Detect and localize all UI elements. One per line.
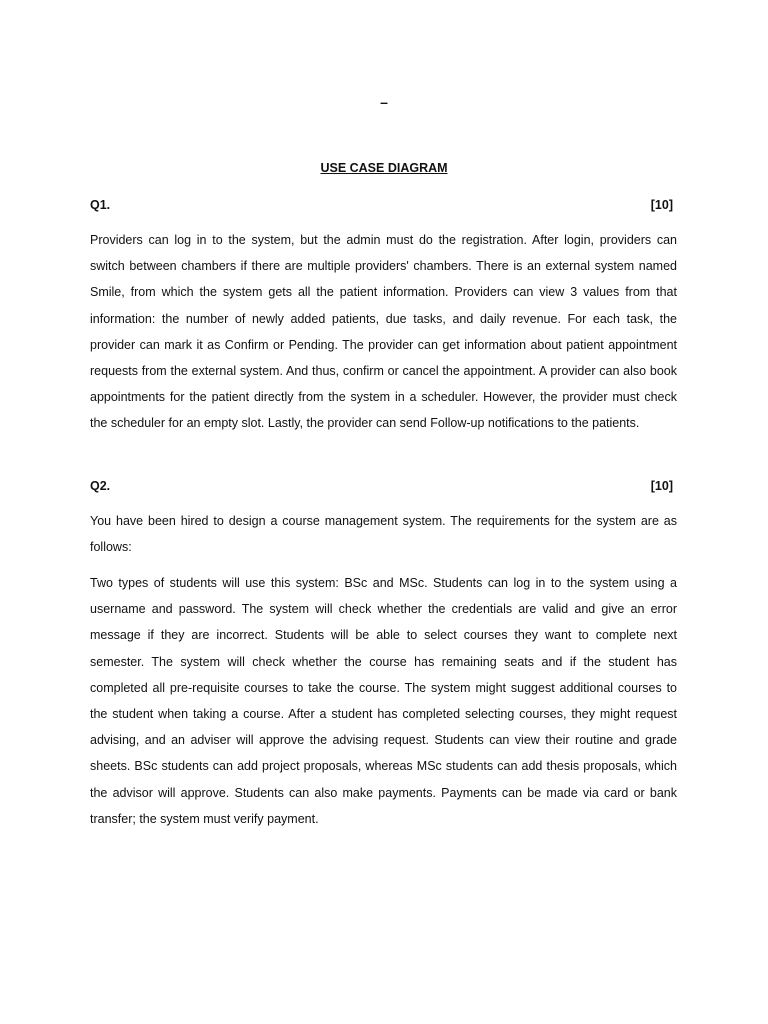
question-2-header xyxy=(90,476,673,496)
question-1-label: Q1. xyxy=(90,198,111,212)
question-2-intro: You have been hired to design a course management system. The requirements for the system are as follows: xyxy=(90,514,677,555)
question-1-header xyxy=(90,195,673,215)
question-2-marks: [10] xyxy=(650,479,673,493)
question-1-text: Providers can log in to the system, but the admin must do the registration. After login, providers can switch between chambers if there are multiple providers' chambers. There is an external system named Smile, from which the system gets all the patient information. Providers can view 3 values from that information: the number of newly added patients, due tasks, and daily revenue. For each task, the provider can mark it as Confirm or Pending. The provider can get information about patient appointment requests from the external system. And thus, confirm or cancel the appointment. A provider can also book appointments for the patient directly from the system in a scheduler. However, the provider must check the scheduler for an empty slot. Lastly, the provider can send Follow-up notifications to the patients. xyxy=(90,233,677,431)
header-dash: – xyxy=(380,94,388,110)
question-2-requirements: Two types of students will use this system: BSc and MSc. Students can log in to the system using a username and password. The system will check whether the credentials are valid and give an error message if they are incorrect. Students will be able to select courses they want to complete next semester. The system will check whether the course has remaining seats and if the student has completed all pre-requisite courses to take the course. The system might suggest additional courses to the student when taking a course. After a student has completed selecting courses, they might request advising, and an adviser will approve the advising request. Students can view their routine and grade sheets. BSc students can add project proposals, whereas MSc students can add thesis proposals, which the advisor will approve. Students can also make payments. Payments can be made via card or bank transfer; the system must verify payment. xyxy=(90,576,677,826)
question-1-marks: [10] xyxy=(650,198,673,212)
page-title: USE CASE DIAGRAM xyxy=(320,161,448,175)
question-2-label: Q2. xyxy=(90,479,111,493)
